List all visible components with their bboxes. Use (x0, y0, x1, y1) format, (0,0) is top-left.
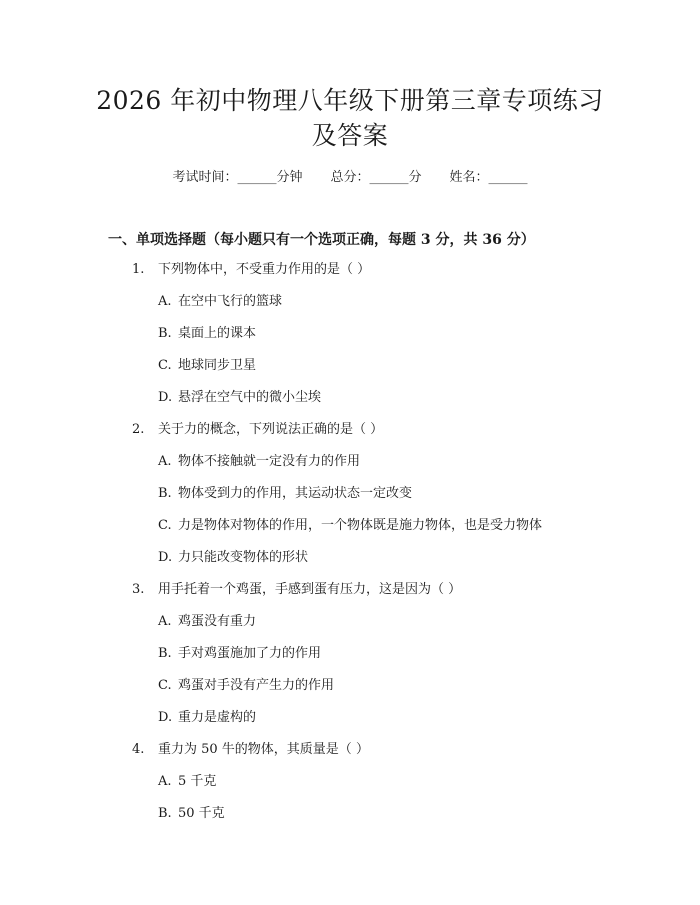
option-letter: D. (158, 390, 173, 405)
page-title-line-2: 及答案 (311, 121, 389, 150)
option-letter: B. (158, 646, 172, 661)
page-title-line-1: 2026 年初中物理八年级下册第三章专项练习 (96, 86, 604, 115)
question-text: 关于力的概念，下列说法正确的是（ ） (158, 422, 384, 437)
option-letter: A. (158, 774, 172, 789)
question-text: 下列物体中，不受重力作用的是（ ） (158, 262, 371, 277)
question-number: 1. (132, 262, 145, 277)
name-field: 姓名：______ (449, 170, 528, 185)
question-text: 重力为 50 牛的物体，其质量是（ ） (158, 742, 369, 757)
option-letter: B. (158, 326, 172, 341)
option-text: 手对鸡蛋施加了力的作用 (178, 646, 322, 661)
option-letter: C. (158, 678, 172, 693)
option-text: 物体受到力的作用，其运动状态一定改变 (178, 486, 413, 501)
section-heading: 一、单项选择题（每小题只有一个选项正确，每题 3 分，共 36 分） (108, 232, 535, 248)
option-text: 地球同步卫星 (178, 358, 257, 373)
option-text: 力是物体对物体的作用，一个物体既是施力物体，也是受力物体 (178, 518, 543, 533)
option-letter: C. (158, 518, 172, 533)
option-text: 鸡蛋对手没有产生力的作用 (178, 678, 335, 693)
question-number: 2. (132, 422, 145, 437)
option-letter: A. (158, 614, 172, 629)
option-text: 在空中飞行的篮球 (178, 294, 283, 309)
exam-meta (0, 168, 700, 188)
total-score-field: 总分：______分 (330, 170, 422, 185)
option-letter: D. (158, 710, 173, 725)
option-text: 物体不接触就一定没有力的作用 (178, 454, 361, 469)
option-text: 5 千克 (178, 774, 217, 789)
option-text: 重力是虚构的 (178, 710, 257, 725)
option-letter: A. (158, 454, 172, 469)
option-text: 力只能改变物体的形状 (178, 550, 309, 565)
option-text: 鸡蛋没有重力 (178, 614, 257, 629)
question-text: 用手托着一个鸡蛋，手感到蛋有压力，这是因为（ ） (158, 582, 462, 597)
question-number: 4. (132, 742, 145, 757)
option-letter: D. (158, 550, 173, 565)
option-text: 桌面上的课本 (178, 326, 257, 341)
option-letter: C. (158, 358, 172, 373)
exam-time-field: 考试时间：______分钟 (172, 170, 303, 185)
option-letter: A. (158, 294, 172, 309)
option-letter: B. (158, 486, 172, 501)
option-text: 50 千克 (178, 806, 225, 821)
question-number: 3. (132, 582, 145, 597)
option-text: 悬浮在空气中的微小尘埃 (178, 390, 322, 405)
option-letter: B. (158, 806, 172, 821)
